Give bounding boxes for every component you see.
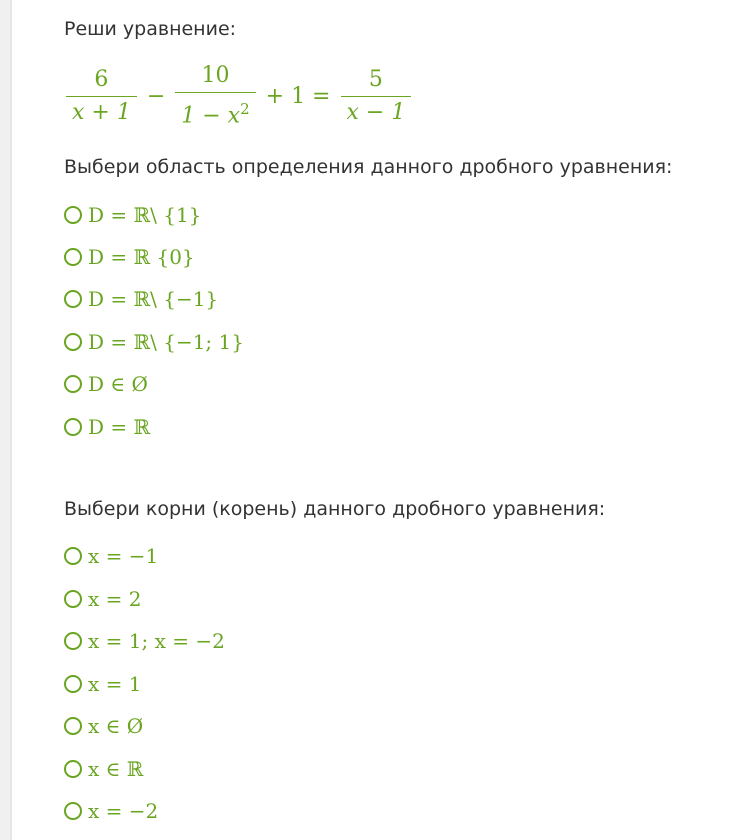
domain-option[interactable] [64,285,218,313]
fraction-5-over-x-minus-1 [341,68,412,125]
page-left-margin [0,0,10,840]
domain-question-prompt: Выбери область определения данного дробного уравнения: [64,156,673,178]
roots-option[interactable] [64,627,225,655]
roots-option[interactable] [64,712,143,740]
domain-option[interactable] [64,243,195,271]
roots-option-label: x = 1; x = −2 [88,629,225,653]
roots-option[interactable] [64,797,158,825]
task-title: Реши уравнение: [64,18,237,40]
fraction-6-over-x-plus-1 [66,68,137,125]
radio-circle-icon[interactable] [64,547,82,565]
plus-one-equals: + 1 = [265,83,331,109]
denominator-base: 1 − x [181,103,241,129]
fraction-numerator: 5 [368,66,383,92]
fraction-denominator [175,92,255,128]
fraction-numerator: 6 [94,66,109,92]
roots-option[interactable] [64,670,141,698]
domain-option[interactable] [64,328,244,356]
roots-option[interactable] [64,585,141,613]
radio-circle-icon[interactable] [64,802,82,820]
radio-circle-icon[interactable] [64,333,82,351]
radio-circle-icon[interactable] [64,248,82,266]
radio-circle-icon[interactable] [64,675,82,693]
fraction-numerator: 10 [201,62,230,88]
radio-circle-icon[interactable] [64,632,82,650]
domain-option-label: D = ℝ\ {−1} [88,287,219,311]
radio-circle-icon[interactable] [64,760,82,778]
radio-circle-icon[interactable] [64,418,82,436]
roots-option-label: x = 1 [88,672,142,696]
domain-option[interactable] [64,201,201,229]
radio-circle-icon[interactable] [64,717,82,735]
roots-option-label: x ∈ Ø [88,714,144,738]
domain-option-label: D = ℝ\ {−1; 1} [88,330,244,354]
domain-option[interactable] [64,370,148,398]
roots-option-label: x = −1 [88,544,159,568]
roots-option[interactable] [64,755,143,783]
fraction-denominator: x − 1 [341,96,412,125]
roots-option-label: x ∈ ℝ [88,757,144,781]
fraction-10-over-1-minus-x2 [175,64,255,128]
roots-question-prompt: Выбери корни (корень) данного дробного уравнения: [64,498,606,520]
domain-option-label: D = ℝ\ {1} [88,203,202,227]
domain-option-label: D = ℝ [88,415,151,439]
radio-circle-icon[interactable] [64,375,82,393]
minus-sign: − [146,83,166,109]
roots-option[interactable] [64,542,158,570]
roots-option-label: x = −2 [88,799,159,823]
roots-option-label: x = 2 [88,587,142,611]
equation [62,60,415,132]
domain-option-label: D = ℝ {0} [88,245,195,269]
radio-circle-icon[interactable] [64,590,82,608]
domain-option[interactable] [64,413,150,441]
radio-circle-icon[interactable] [64,206,82,224]
denominator-exponent: 2 [240,99,250,118]
domain-option-label: D ∈ Ø [88,372,148,396]
radio-circle-icon[interactable] [64,290,82,308]
fraction-denominator: x + 1 [66,96,137,125]
